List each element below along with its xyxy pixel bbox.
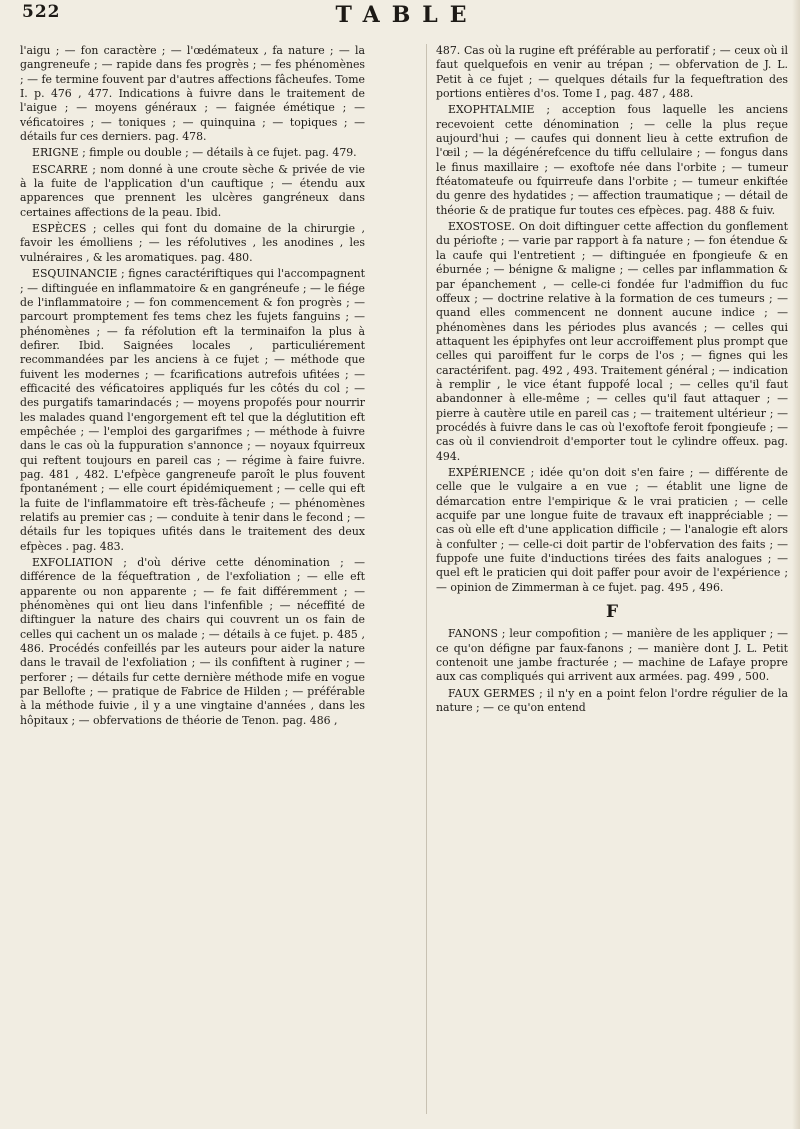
page-number: 522 [22,2,61,22]
index-entry: FANONS ; leur compofition ; — manière de les appliquer ; — ce qu'on défigne par faux-fanons ; — manière dont J. L. Petit contenoit une jambe fracturée ; — machine de Lafaye propre aux cas compliqués qui arrivent aux armées. pag. 499 , 500. [436,627,788,684]
section-letter: F [605,602,619,623]
right-column [436,44,788,717]
index-entry: ESPÈCES ; celles qui font du domaine de la chirurgie , favoir les émolliens ; — les réfolutives , les anodines , les vulnéraires , & les aromatiques. pag. 480. [20,222,365,264]
index-entry: l'aigu ; — fon caractère ; — l'œdémateux , fa nature ; — la gangreneufe ; — rapide dans fes progrès ; — fes phénomènes ; — fe termine fouvent par d'autres affections fâcheufes. Tome I. p. 476 , 477. Indications à fuivre dans le traitement de l'aigue ; — moyens généraux ; — faignée émétique ; — véficatoires ; — toniques ; — quinquina ; — topiques ; — détails fur ces derniers. pag. 478. [20,44,366,144]
index-entry: FAUX GERMES ; il n'y en a point felon l'ordre régulier de la nature ; — ce qu'on entend [436,686,788,715]
index-entry: ERIGNE ; fimple ou double ; — détails à ce fujet. pag. 479. [32,146,357,160]
index-entry: EXOSTOSE. On doit diftinguer cette affection du gonflement du périofte ; — varie par rapport à fa nature ; — fon étendue & la caufe qui l'entretient ; — diftinguée en fpongieufe & en éburnée ; — bénigne & maligne ; — celles par inflammation & par épanchement , — celle-ci fondée fur l'admiffion du fuc offeux ; — doctrine relative à la formation de ces tumeurs ; — quand elles commencent ne donnent aucune indice ; — phénomènes dans les périodes plus avancés ; — celles qui attaquent les épiphyfes ont leur accroiffement plus prompt que celles qui paroiffent fur le corps de l'os ; — fignes qui les caractérifent. pag. 492 , 493. Traitement général ; — indication à remplir , le vice étant fuppofé local ; — celles qu'il faut abandonner à elle-même ; — celles qu'il faut attaquer ; — pierre à cautère utile en pareil cas ; — traitement ultérieur ; — procédés à fuivre dans le cas où l'exoftofe feroit fpongieufe ; — cas où il conviendroit d'emporter tout le cylindre offeux. pag. 494. [436,220,788,463]
page-edge-shadow [792,0,800,1129]
index-entry: ESCARRE ; nom donné à une croute sèche & privée de vie à la fuite de l'application d'un cauftique ; — étendu aux apparences que prennent les ulcères gangréneux dans certaines affections de la peau. Ibid. [20,162,365,219]
left-column [20,44,365,730]
index-entry: EXPÉRIENCE ; idée qu'on doit s'en faire ; — différente de celle que le vulgaire a en vue ; — établit une ligne de démarcation entre l'empirique & le vrai praticien ; — celle acquife par une longue fuite de travaux eft inappréciable ; — cas où elle eft d'une application difficile ; — l'analogie eft alors à confulter ; — celle-ci doit partir de l'obfervation des faits ; — fuppofe une fuite d'inductions tirées des faits analogues ; — quel eft le praticien qui doit paffer pour avoir de l'expérience ; — opinion de Zimmerman à ce fujet. pag. 495 , 496. [436,465,788,594]
running-head: TABLE [335,2,479,28]
column-divider [426,44,427,1114]
index-entry: EXOPHTALMIE ; acception fous laquelle les anciens recevoient cette dénomination ; — celle la plus reçue aujourd'hui ; — caufes qui donnent lieu à cette extrufion de l'œil ; — la dégénérefcence du tiffu cellulaire ; — fongus dans le finus maxillaire ; — exoftofe née dans l'orbite ; — tumeur ftéatomateufe ou fquirreufe dans l'orbite ; — tumeur enkiftée du genre des hydatides ; — affection traumatique ; — détail de théorie & de pratique fur toutes ces efpèces. pag. 488 & fuiv. [436,103,788,217]
index-entry: 487. Cas où la rugine eft préférable au perforatif ; — ceux où il faut quelquefois en venir au trépan ; — obfervation de J. L. Petit à ce fujet ; — quelques détails fur la fequeftration des portions entières d'os. Tome I , pag. 487 , 488. [436,44,788,101]
index-entry: ESQUINANCIE ; fignes caractériftiques qui l'accompagnent ; — diftinguée en inflammatoire & en gangréneufe ; — le fiége de l'inflammatoire ; — fon commencement & fon progrès ; — parcourt promptement fes tems chez les fujets fanguins ; — phénomènes ; — fa réfolution eft la terminaifon la plus à defirer. Ibid. Saignées locales , particuliérement recommandées par les anciens à ce fujet ; — méthode que fuivent les modernes ; — fcarifications autrefois ufitées ; — efficacité des véficatoires appliqués fur les côtés du col ; — des purgatifs tamarindacés ; — moyens propofés pour nourrir les malades quand l'engorgement eft tel que la déglutition eft empêchée ; — l'emploi des gargarifmes ; — méthode à fuivre dans le cas où la fuppuration s'annonce ; — noyaux fquirreux qui reftent toujours en pareil cas ; — régime à faire fuivre. pag. 481 , 482. L'efpèce gangreneufe paroît le plus fouvent fpontanément ; — elle court épidémiquement ; — celle qui eft la fuite de l'inflammatoire eft très-fâcheufe ; — phénomènes relatifs au premier cas ; — conduite à tenir dans le fecond ; — détails fur les topiques ufités dans le traitement des deux efpèces . pag. 483. [20,267,365,553]
index-entry: EXFOLIATION ; d'où dérive cette dénomination ; — différence de la féqueftration , de l'exfoliation ; — elle eft apparente ou non apparente ; — fe fait différemment ; — phénomènes qui ont lieu dans l'infenfible ; — néceffité de diftinguer la nature des chairs qui couvrent un os fain de celles qui cachent un os malade ; — détails à ce fujet. p. 485 , 486. Procédés confeillés par les auteurs pour aider la nature dans le travail de l'exfoliation ; — ils confiftent à ruginer ; — perforer ; — détails fur cette dernière méthode mife en vogue par Bellofte ; — pratique de Fabrice de Hilden ; — préférable à la méthode fuivie , il y a une vingtaine d'années , dans les hôpitaux ; — obfervations de théorie de Tenon. pag. 486 , [20,556,365,727]
